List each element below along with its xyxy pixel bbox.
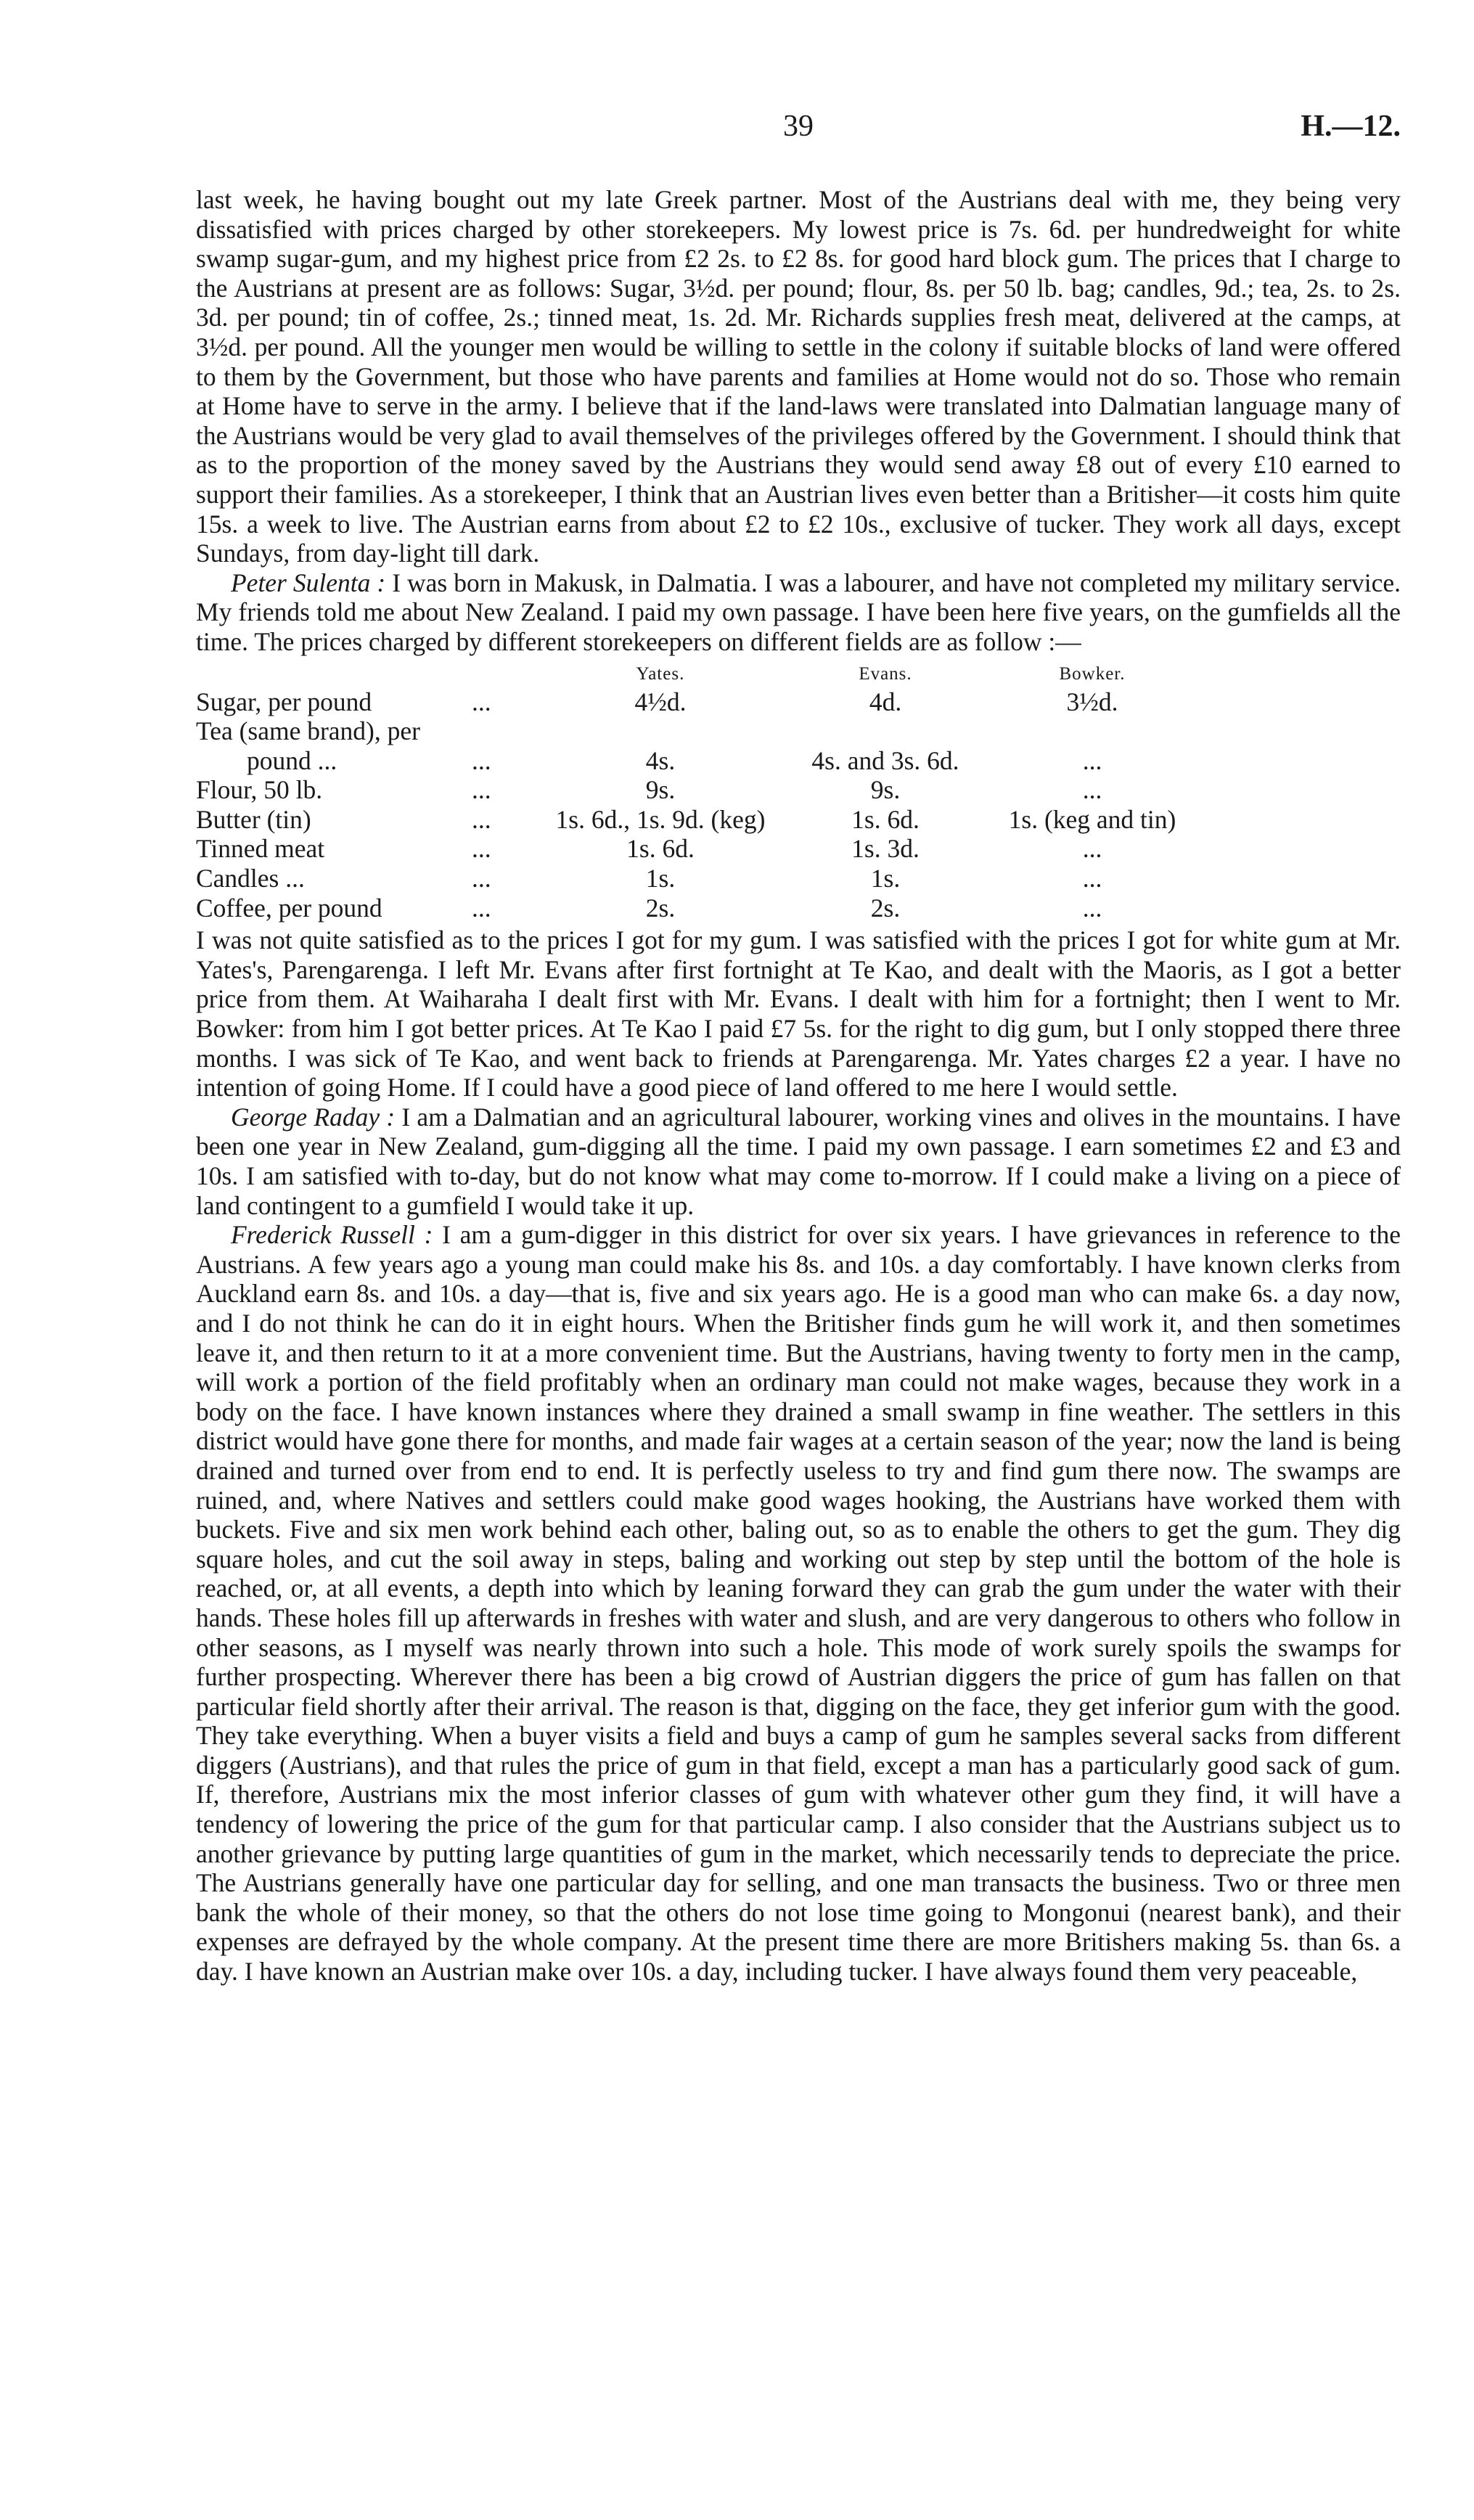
document-reference: H.—12. [1301, 110, 1401, 143]
table-row [196, 834, 1212, 864]
speaker-name: Frederick Russell : [231, 1220, 433, 1250]
table-row [196, 687, 1212, 717]
leader-dots: ... [472, 864, 491, 893]
item-label: Coffee, per pound [196, 893, 382, 922]
column-header-yates: Yates. [636, 663, 685, 684]
item-label: Sugar, per pound [196, 687, 372, 716]
price-bowker: ... [1082, 834, 1102, 864]
table-row [196, 746, 1212, 776]
paragraph-sulenta [196, 568, 1401, 657]
leader-dots: ... [472, 893, 491, 922]
leader-dots: ... [472, 745, 491, 775]
leader-dots: ... [472, 804, 491, 834]
price-yates: 9s. [645, 775, 676, 805]
leader-dots: ... [472, 834, 491, 864]
price-evans [798, 716, 973, 746]
price-bowker: ... [1082, 775, 1102, 805]
price-bowker: 1s. (keg and tin) [1008, 804, 1176, 834]
price-evans: 1s. 3d. [851, 834, 920, 864]
paragraph-storekeeper-continued: last week, he having bought out my late Greek partner. Most of the Austrians deal with me, they being very dissatisfied with prices charged by other storekeepers. My lowest price is 7s. 6d. per hundredweight for white swamp sugar-gum, and my highest price from £2 2s. to £2 8s. for good hard block gum. The prices that I charge to the Austrians at present are as follows: Sugar, 3½d. per pound; flour, 8s. per 50 lb. bag; candles, 9d.; tea, 2s. to 2s. 3d. per pound; tin of coffee, 2s.; tinned meat, 1s. 2d. Mr. Richards supplies fresh meat, delivered at the camps, at 3½d. per pound. All the younger men would be willing to settle in the colony if suitable blocks of land were offered to them by the Government, but those who have parents and families at Home would not do so. Those who remain at Home have to serve in the army. I believe that if the land-laws were translated into Dalmatian language many of the Austrians would be very glad to avail themselves of the privileges offered by the Government. I should think that as to the proportion of the money saved by the Austrians they would send away £8 out of every £10 earned to support their families. As a storekeeper, I think that an Austrian lives even better than a Britisher—it costs him quite 15s. a week to live. The Austrian earns from about £2 to £2 10s., exclusive of tucker. They work all days, except Sundays, from day-light till dark. [196, 185, 1401, 568]
page-header [196, 109, 1401, 152]
item-label: Butter (tin) [196, 804, 311, 834]
paragraph-text: I was born in Makusk, in Dalmatia. I was a labourer, and have not completed my military service. My friends told me about New Zealand. I paid my own passage. I have been here five years, on the gumfields all the time. The prices charged by different storekeepers on different fields are as follow :— [196, 568, 1401, 656]
page-body [196, 185, 1401, 1987]
item-label: pound ... [247, 745, 337, 775]
table-row [196, 805, 1212, 835]
leader-dots: ... [472, 775, 491, 805]
table-row [196, 864, 1212, 893]
price-bowker: 3½d. [1066, 687, 1118, 716]
speaker-name: George Raday : [231, 1102, 396, 1132]
price-evans: 9s. [870, 775, 901, 805]
paragraph-sulenta-continued: I was not quite satisfied as to the prices I got for my gum. I was satisfied with the prices I got for white gum at Mr. Yates's, Parengarenga. I left Mr. Evans after first fortnight at Te Kao, and dealt with the Maoris, as I got a better price from them. At Waiharaha I dealt first with Mr. Evans. I dealt with him for a fortnight; then I went to Mr. Bowker: from him I got better prices. At Te Kao I paid £7 5s. for the right to dig gum, but I only stopped there three months. I was sick of Te Kao, and went back to friends at Parengarenga. Mr. Yates charges £2 a year. I have no intention of going Home. If I could have a good piece of land offered to me here I would settle. [196, 925, 1401, 1102]
paragraph-raday [196, 1102, 1401, 1220]
price-evans: 4d. [869, 687, 902, 716]
item-label: Candles ... [196, 864, 305, 893]
price-yates: 1s. [645, 864, 676, 893]
table-row [196, 775, 1212, 805]
price-yates: 4s. [645, 745, 676, 775]
price-yates [523, 716, 798, 746]
paragraph-russell [196, 1220, 1401, 1986]
price-yates: 1s. 6d., 1s. 9d. (keg) [555, 804, 766, 834]
price-evans: 1s. 6d. [851, 804, 920, 834]
price-table [196, 661, 1212, 923]
speaker-name: Peter Sulenta : [231, 568, 386, 597]
price-yates: 4½d. [634, 687, 687, 716]
column-header-bowker: Bowker. [1059, 663, 1126, 684]
price-table-header [196, 661, 1212, 687]
price-yates: 2s. [645, 893, 676, 922]
leader-dots: ... [472, 687, 491, 716]
price-yates: 1s. 6d. [626, 834, 695, 864]
price-bowker: ... [1082, 893, 1102, 922]
item-label: Tinned meat [196, 834, 325, 864]
page-number: 39 [783, 110, 814, 143]
price-bowker [973, 716, 1212, 746]
price-evans: 2s. [870, 893, 901, 922]
paragraph-text: I am a Dalmatian and an agricultural labourer, working vines and olives in the mountains. I have been one year in New Zealand, gum-digging all the time. I paid my own passage. I earn sometimes £2 and £3 and 10s. I am satisfied with to-day, but do not know what may come to-morrow. If I could make a living on a piece of land contingent to a gumfield I would take it up. [196, 1102, 1401, 1220]
table-row [196, 893, 1212, 923]
column-header-evans: Evans. [859, 663, 912, 684]
price-evans: 4s. and 3s. 6d. [811, 745, 959, 775]
paragraph-text: I am a gum-digger in this district for over six years. I have grievances in reference to the Austrians. A few years ago a young man could make his 8s. and 10s. a day comfortably. I have known clerks from Auckland earn 8s. and 10s. a day—that is, five and six years ago. He is a good man who can make 6s. a day now, and I do not think he can do it in eight hours. When the Britisher finds gum he will work it, and then sometimes leave it, and then return to it at a more convenient time. But the Austrians, having twenty to forty men in the camp, will work a portion of the field profitably when an ordinary man could not make wages, because they work in a body on the face. I have known instances where they drained a small swamp in fine weather. The settlers in this district would have gone there for months, and made fair wages at a certain season of the year; now the land is being drained and turned over from end to end. It is perfectly useless to try and find gum there now. The swamps are ruined, and, where Natives and settlers could make good wages hooking, the Austrians have worked them with buckets. Five and six men work behind each other, baling out, so as to enable the others to get the gum. They dig square holes, and cut the soil away in steps, baling and working out step by step until the bottom of the hole is reached, or, at all events, a depth into which by leaning forward they can grab the gum under the water with their hands. These holes fill up afterwards in freshes with water and slush, and are very dangerous to others who follow in other seasons, as I myself was nearly thrown into such a hole. This mode of work surely spoils the swamps for further prospecting. Wherever there has been a big crowd of Austrian diggers the price of gum has fallen on that particular field shortly after their arrival. The reason is that, digging on the face, they get inferior gum with the good. They take everything. When a buyer visits a field and buys a camp of gum he samples several sacks from different diggers (Austrians), and that rules the price of gum in that field, except a man has a particularly good sack of gum. If, therefore, Austrians mix the most inferior classes of gum with whatever other gum they find, it will have a tendency of lowering the price of the gum for that particular camp. I also consider that the Austrians subject us to another grievance by putting large quantities of gum in the market, which necessarily tends to depreciate the price. The Austrians generally have one particular day for selling, and one man transacts the business. Two or three men bank the whole of their money, so that the others do not lose time going to Mongonui (nearest bank), and their expenses are defrayed by the whole company. At the present time there are more Britishers making 5s. than 6s. a day. I have known an Austrian make over 10s. a day, including tucker. I have always found them very peaceable, [196, 1220, 1401, 1987]
item-label: Flour, 50 lb. [196, 775, 323, 805]
item-label: Tea (same brand), per [196, 716, 420, 746]
price-bowker: ... [1082, 745, 1102, 775]
price-bowker: ... [1082, 864, 1102, 893]
price-evans: 1s. [870, 864, 901, 893]
table-row [196, 716, 1212, 746]
